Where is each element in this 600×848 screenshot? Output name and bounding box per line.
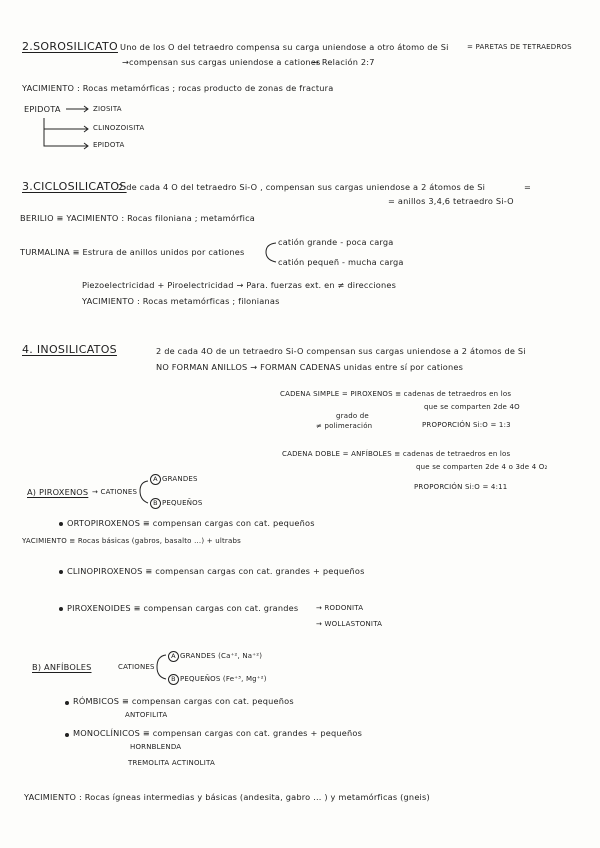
section-3-line1b: = xyxy=(524,182,532,192)
rombicos-line: RÓMBICOS ≡ compensan cargas con cat. pequeños xyxy=(73,696,294,706)
anfiboles-pequenos: B PEQUEÑOS (Fe⁺³, Mg⁺²) xyxy=(168,674,267,685)
section-3-line2: = anillos 3,4,6 tetraedro Si-O xyxy=(388,196,514,206)
antofilita-label: ANTOFILITA xyxy=(125,711,168,719)
piroxenos-grandes: A GRANDES xyxy=(150,474,198,485)
monoclinicos-line: MONOCLÍNICOS ≡ compensan cargas con cat. grandes + pequeños xyxy=(73,728,363,738)
epidota-root: EPIDOTA xyxy=(24,104,61,114)
letter-a-circle: A xyxy=(168,651,179,662)
proporcion-doble: PROPORCIÓN Si:O = 4:11 xyxy=(414,483,508,491)
wollastonita-label: → WOLLASTONITA xyxy=(316,620,383,628)
cadena-simple-line1: CADENA SIMPLE = PIROXENOS ≡ cadenas de tetraedros en los xyxy=(280,390,512,398)
hornblenda-label: HORNBLENDA xyxy=(130,743,182,751)
section-4-line2: NO FORMAN ANILLOS → FORMAN CADENAS unidas entre sí por cationes xyxy=(156,362,464,372)
cation-pequeno: catión pequeñ - mucha carga xyxy=(278,257,404,267)
proporcion-simple: PROPORCIÓN Si:O = 1:3 xyxy=(422,421,511,429)
turmalina-line: TURMALINA ≡ Estrura de anillos unidos por cationes xyxy=(20,247,245,257)
berilo-line: BERILIO ≡ YACIMIENTO : Rocas filoniana ; metamórfica xyxy=(20,213,255,223)
cadena-doble-line1: CADENA DOBLE = ANFÍBOLES ≡ cadenas de tetraedros en los xyxy=(282,450,511,458)
section-3-title: 3.CICLOSILICATOS xyxy=(22,180,127,193)
anfiboles-heading: B) ANFÍBOLES xyxy=(32,662,92,672)
bullet-icon xyxy=(65,733,69,737)
ortopiroxenos-yacimiento: YACIMIENTO ≡ Rocas básicas (gabros, basalto ...) + ultrabs xyxy=(22,537,241,545)
cadena-simple-line2: que se comparten 2de 4O xyxy=(424,403,520,411)
letter-a-circle: A xyxy=(150,474,161,485)
clinopiroxenos-line: CLINOPIROXENOS ≡ compensan cargas con cat. grandes + pequeños xyxy=(67,566,365,576)
section-2-yacimiento: YACIMIENTO : Rocas metamórficas ; rocas producto de zonas de fractura xyxy=(22,83,334,93)
section-2-title: 2.SOROSILICATO xyxy=(22,40,118,53)
section-2-line1: Uno de los O del tetraedro compensa su carga uniendose a otro átomo de Si xyxy=(120,42,449,52)
epidota-label: EPIDOTA xyxy=(93,141,125,149)
ortopiroxenos-line: ORTOPIROXENOS ≡ compensan cargas con cat. pequeños xyxy=(67,518,315,528)
section-4-line1: 2 de cada 4O de un tetraedro Si-O compensan sus cargas uniendose a 2 átomos de Si xyxy=(156,346,526,356)
tremolita-actinolita-label: TREMOLITA ACTINOLITA xyxy=(128,759,215,767)
clinozoisita-label: CLINOZOISITA xyxy=(93,124,145,132)
letter-b-circle: B xyxy=(168,674,179,685)
section-4-yacimiento: YACIMIENTO : Rocas ígneas intermedias y básicas (andesita, gabro ... ) y metamórficas (gneis) xyxy=(24,792,430,802)
bullet-icon xyxy=(65,701,69,705)
bullet-icon xyxy=(59,607,63,611)
grado-line1: grado de xyxy=(336,412,369,420)
cadena-doble-line2: que se comparten 2de 4 o 3de 4 O₂ xyxy=(416,463,548,471)
section-2-ratio: → Relación 2:7 xyxy=(312,57,375,67)
piezo-line: Piezoelectricidad + Piroelectricidad → Para. fuerzas ext. en ≠ direcciones xyxy=(82,280,397,290)
rodonita-label: → RODONITA xyxy=(316,604,364,612)
section-2-line2: →compensan sus cargas uniendose a cationes xyxy=(122,57,321,67)
anfiboles-grandes: A GRANDES (Ca⁺², Na⁺²) xyxy=(168,651,262,662)
section-2-line1b: = PARETAS DE TETRAEDROS xyxy=(467,43,572,51)
anfiboles-cationes: CATIONES xyxy=(118,663,155,671)
letter-b-circle: B xyxy=(150,498,161,509)
piroxenos-heading: A) PIROXENOS xyxy=(27,487,89,497)
grado-line2: ≠ polimeración xyxy=(316,422,373,430)
section-3-yacimiento: YACIMIENTO : Rocas metamórficas ; filonianas xyxy=(82,296,280,306)
bullet-icon xyxy=(59,570,63,574)
section-3-line1: 2 de cada 4 O del tetraedro Si-O , compensan sus cargas uniendose a 2 átomos de Si xyxy=(118,182,486,192)
ziosita-label: ZIOSITA xyxy=(93,105,122,113)
piroxenos-pequenos: B PEQUEÑOS xyxy=(150,498,203,509)
cation-grande: catión grande - poca carga xyxy=(278,237,394,247)
piroxenoides-line: PIROXENOIDES ≡ compensan cargas con cat. grandes xyxy=(67,603,299,613)
bullet-icon xyxy=(59,522,63,526)
section-4-title: 4. INOSILICATOS xyxy=(22,343,117,356)
piroxenos-cationes: → CATIONES xyxy=(92,488,138,496)
